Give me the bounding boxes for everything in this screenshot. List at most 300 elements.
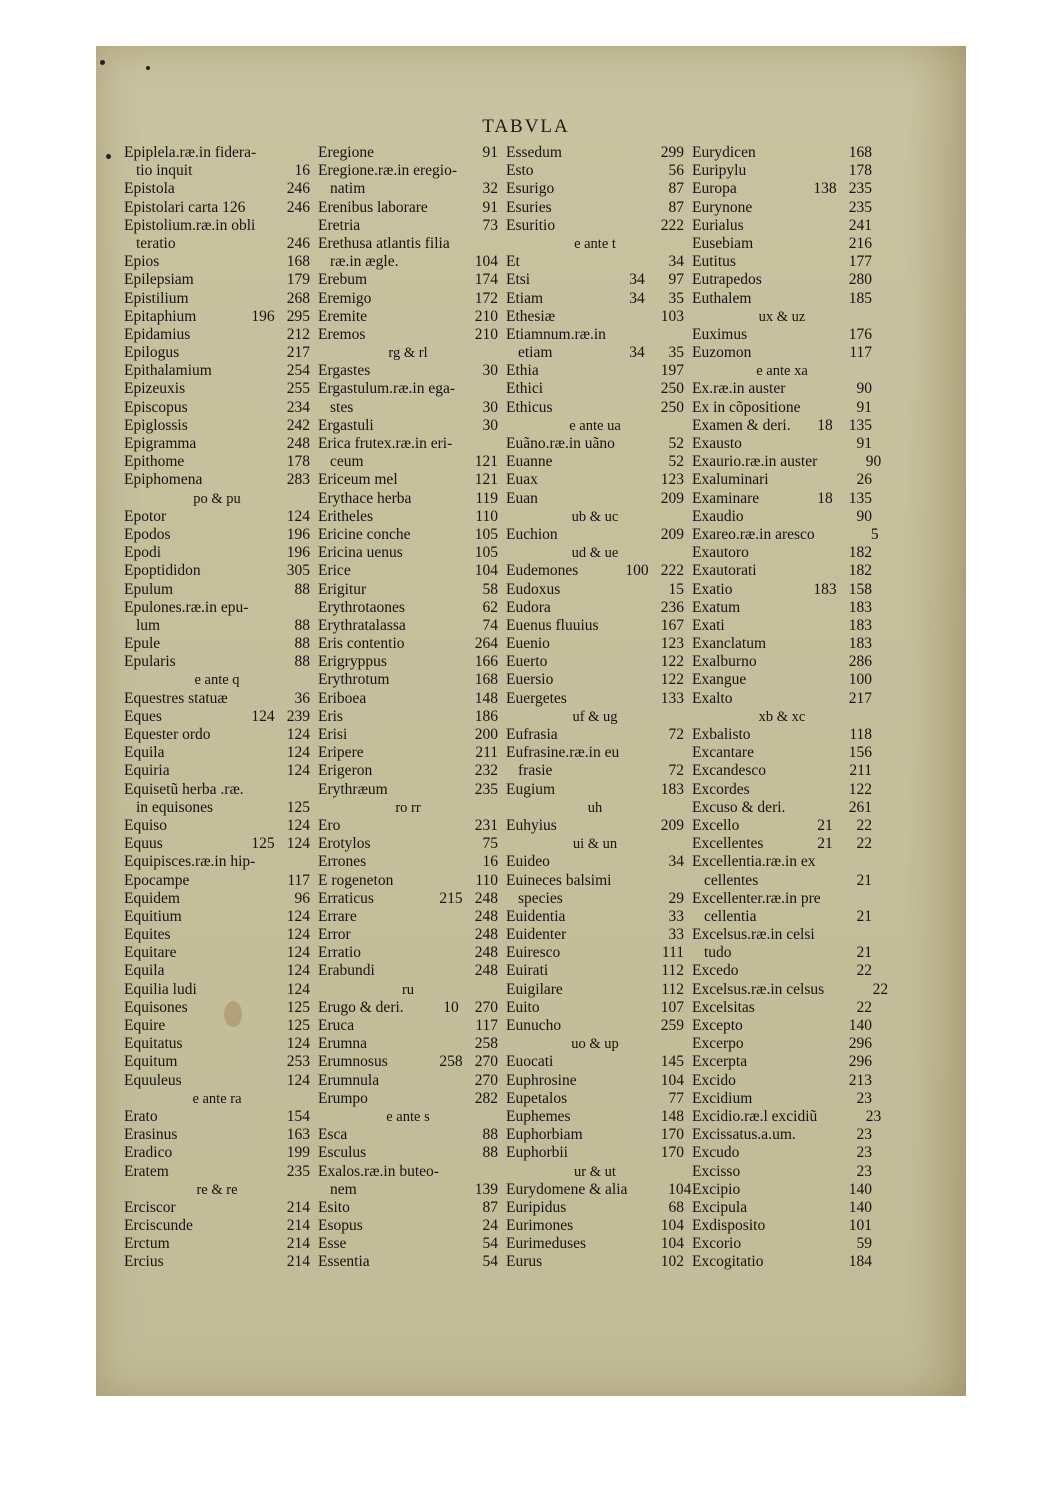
index-entry <box>124 581 310 599</box>
entry-term: Ethia <box>506 362 539 380</box>
entry-page-number: 186 <box>474 707 498 725</box>
index-entry <box>124 217 310 235</box>
entry-term: Esuries <box>506 198 552 216</box>
entry-term: Euripylu <box>692 162 747 180</box>
entry-page-number: 168 <box>474 671 498 689</box>
section-heading-text: e ante t <box>574 235 616 252</box>
entry-page-number: 235 <box>848 198 872 216</box>
index-entry <box>692 872 872 890</box>
entry-page-number: 133 <box>660 689 684 707</box>
entry-page-number: 29 <box>668 889 684 907</box>
entry-page-number: 124 <box>286 962 310 980</box>
index-entry <box>506 890 684 908</box>
index-entry <box>692 726 872 744</box>
entry-page-number: 91 <box>482 144 498 161</box>
section-heading-text: po & pu <box>193 490 241 507</box>
index-entry <box>692 853 872 871</box>
index-entry <box>124 1053 310 1071</box>
entry-term: Euripidus <box>506 1198 567 1216</box>
index-entry <box>124 708 310 726</box>
entry-term: cellentes <box>704 871 759 889</box>
entry-term: Exalto <box>692 689 733 707</box>
entry-page-number: 184 <box>848 1253 872 1271</box>
entry-page-number: 59 <box>856 1235 872 1253</box>
entry-page-number: 26 <box>856 471 872 489</box>
entry-secondary-page: 258 <box>439 1053 463 1071</box>
index-entry <box>692 1235 872 1253</box>
entry-term: Esuritio <box>506 216 556 234</box>
entry-term: Excogitatio <box>692 1253 764 1271</box>
entry-page-number: 104 <box>660 1235 684 1253</box>
entry-term: Euthalem <box>692 289 752 307</box>
index-entry <box>318 599 498 617</box>
entry-page-number: 259 <box>660 1017 684 1034</box>
entry-page-number: 88 <box>294 635 310 653</box>
entry-term: Equestres statuæ <box>124 689 228 707</box>
entry-term: cellentia <box>704 907 757 925</box>
entry-term: Erythrotaones <box>318 598 405 616</box>
index-entry <box>318 726 498 744</box>
entry-page-number: 250 <box>660 380 684 398</box>
index-entry <box>124 1235 310 1253</box>
entry-term: Euergetes <box>506 689 567 707</box>
entry-page-number: 124 <box>286 816 310 834</box>
entry-page-number: 211 <box>475 744 498 762</box>
entry-term: Examen & deri. <box>692 416 791 434</box>
entry-term: Euphorbiam <box>506 1126 583 1144</box>
entry-term: Euanne <box>506 453 553 471</box>
index-entry <box>318 1072 498 1090</box>
entry-term: Eurimeduses <box>506 1235 587 1253</box>
entry-term: Erenibus laborare <box>318 198 428 216</box>
entry-term: Excudo <box>692 1144 740 1162</box>
index-entry <box>692 690 872 708</box>
entry-term: Epistilium <box>124 289 189 307</box>
index-entry <box>506 817 684 835</box>
index-entry <box>506 271 684 289</box>
index-entry <box>692 671 872 689</box>
entry-page-number: 104 <box>474 562 498 580</box>
entry-secondary-page: 183 <box>813 580 837 598</box>
entry-term: Eritheles <box>318 507 374 525</box>
entry-page-number: 23 <box>856 1089 872 1107</box>
entry-term: Erabundi <box>318 962 375 980</box>
entry-term: Excissatus.a.um. <box>692 1126 796 1144</box>
index-entry <box>318 1163 498 1181</box>
index-entry <box>318 180 498 198</box>
entry-term: Equire <box>124 1017 166 1034</box>
entry-page-number: 117 <box>287 871 310 889</box>
entry-term: Erraticus <box>318 889 374 907</box>
entry-term: E rogeneton <box>318 871 394 889</box>
index-entry <box>692 581 872 599</box>
entry-term: Equilia ludi <box>124 980 197 998</box>
entry-page-number: 105 <box>474 525 498 543</box>
entry-page-number: 121 <box>474 453 498 471</box>
entry-term: Episcopus <box>124 398 188 416</box>
entry-page-number: 91 <box>482 198 498 216</box>
index-entry <box>506 853 684 871</box>
entry-page-number: 123 <box>660 635 684 653</box>
entry-term: Excisso <box>692 1162 741 1180</box>
ink-mark <box>100 60 105 65</box>
entry-page-number: 242 <box>286 416 310 434</box>
entry-term: Euax <box>506 471 538 489</box>
entry-term: Euirati <box>506 962 549 980</box>
entry-page-number: 183 <box>848 616 872 634</box>
index-entry <box>506 217 684 235</box>
entry-term: Epios <box>124 253 160 271</box>
index-entry <box>692 835 872 853</box>
index-entry <box>124 617 310 635</box>
entry-page-number: 214 <box>286 1217 310 1235</box>
index-entry <box>318 671 498 689</box>
entry-page-number: 22 <box>872 980 889 998</box>
index-entry <box>506 671 684 689</box>
index-entry <box>692 1181 872 1199</box>
entry-page-number: 148 <box>660 1107 684 1125</box>
entry-page-number: 148 <box>474 689 498 707</box>
entry-page-number: 125 <box>286 998 310 1016</box>
entry-term: Erumpo <box>318 1089 368 1107</box>
entry-term: Errare <box>318 907 357 925</box>
index-entry <box>124 690 310 708</box>
entry-term: etiam <box>518 344 553 362</box>
index-entry <box>318 744 498 762</box>
entry-page-number: 123 <box>660 471 684 489</box>
index-entry <box>506 690 684 708</box>
entry-term: Erciscunde <box>124 1217 193 1235</box>
entry-term: Equisetũ herba .ræ. <box>124 780 244 798</box>
entry-page-number: 33 <box>668 907 684 925</box>
entry-term: lum <box>136 616 161 634</box>
entry-secondary-page: 125 <box>251 835 275 853</box>
section-heading <box>506 544 684 562</box>
entry-page-number: 125 <box>286 798 310 816</box>
index-entry <box>692 562 872 580</box>
entry-page-number: 72 <box>668 762 684 780</box>
entry-term: Epilepsiam <box>124 271 194 289</box>
index-entry <box>124 1126 310 1144</box>
index-entry <box>318 1017 498 1035</box>
entry-secondary-page: 34 <box>629 271 645 289</box>
entry-term: Exbalisto <box>692 726 751 743</box>
entry-page-number: 248 <box>474 889 498 907</box>
entry-term: Eunucho <box>506 1017 562 1034</box>
entry-page-number: 185 <box>848 289 872 307</box>
entry-term: Euerto <box>506 653 548 671</box>
entry-term: Erctum <box>124 1235 170 1253</box>
index-entry <box>506 435 684 453</box>
index-entry <box>692 762 872 780</box>
index-entry <box>318 1053 498 1071</box>
index-entry <box>506 1144 684 1162</box>
entry-page-number: 236 <box>660 598 684 616</box>
section-heading <box>692 708 872 726</box>
index-entry <box>506 1235 684 1253</box>
index-entry <box>692 599 872 617</box>
entry-term: Eurus <box>506 1253 543 1271</box>
index-entry <box>506 344 684 362</box>
index-entry <box>692 271 872 289</box>
index-entry <box>124 1163 310 1181</box>
section-heading-text: rg & rl <box>388 345 428 362</box>
entry-page-number: 87 <box>668 198 684 216</box>
entry-page-number: 124 <box>286 980 310 998</box>
entry-page-number: 210 <box>474 307 498 325</box>
entry-term: Equus <box>124 835 163 853</box>
entry-term: Excantare <box>692 744 754 762</box>
entry-page-number: 104 <box>474 253 498 271</box>
entry-term: Exati <box>692 616 725 634</box>
index-entry <box>318 944 498 962</box>
index-entry <box>692 508 872 526</box>
index-entry <box>318 1126 498 1144</box>
entry-page-number: 248 <box>474 907 498 925</box>
entry-term: Eremite <box>318 307 368 325</box>
entry-term: Equitatus <box>124 1035 183 1053</box>
entry-term: Euideo <box>506 853 550 871</box>
index-entry <box>318 817 498 835</box>
entry-term: Eupetalos <box>506 1089 568 1107</box>
entry-page-number: 209 <box>660 816 684 834</box>
entry-term: Epistolium.ræ.in obli <box>124 216 256 234</box>
entry-term: Exanclatum <box>692 635 767 653</box>
entry-page-number: 124 <box>286 1071 310 1089</box>
entry-page-number: 124 <box>286 835 310 853</box>
index-entry <box>318 762 498 780</box>
index-entry <box>692 890 872 908</box>
entry-term: Erumna <box>318 1035 368 1053</box>
entry-term: Epidamius <box>124 325 191 343</box>
section-heading <box>124 490 310 508</box>
section-heading-text: e ante ra <box>192 1090 242 1107</box>
entry-page-number: 280 <box>848 271 872 289</box>
index-entry <box>692 435 872 453</box>
section-heading <box>318 799 498 817</box>
entry-page-number: 75 <box>482 835 498 853</box>
index-entry <box>124 1017 310 1035</box>
index-entry <box>692 617 872 635</box>
entry-term: Eurialus <box>692 216 744 234</box>
index-entry <box>318 853 498 871</box>
index-entry <box>692 1144 872 1162</box>
index-entry <box>318 653 498 671</box>
index-entry <box>124 599 310 617</box>
index-entry <box>692 980 889 999</box>
entry-page-number: 88 <box>482 1144 498 1162</box>
entry-term: Esito <box>318 1198 350 1216</box>
entry-term: Eurimones <box>506 1217 574 1235</box>
entry-term: ceum <box>330 453 364 471</box>
index-entry <box>124 399 310 417</box>
entry-page-number: 282 <box>474 1089 498 1107</box>
entry-term: Erotylos <box>318 835 371 853</box>
entry-term: Erugo & deri. <box>318 998 404 1016</box>
entry-term: Erebum <box>318 271 368 289</box>
section-heading-text: re & re <box>196 1181 238 1198</box>
entry-term: Equites <box>124 926 171 944</box>
entry-page-number: 209 <box>660 525 684 543</box>
index-entry <box>506 199 684 217</box>
index-entry <box>318 1199 498 1217</box>
entry-page-number: 183 <box>660 780 684 798</box>
entry-term: Equitium <box>124 907 182 925</box>
index-entry <box>124 1144 310 1162</box>
section-heading-text: ur & ut <box>574 1163 616 1180</box>
entry-term: Equisones <box>124 998 188 1016</box>
index-entry <box>506 726 684 744</box>
entry-page-number: 124 <box>286 726 310 743</box>
section-heading-text: ub & uc <box>571 508 619 525</box>
entry-term: tudo <box>704 944 732 962</box>
section-heading-text: uf & ug <box>572 708 618 725</box>
entry-term: Erethusa atlantis filia <box>318 234 450 252</box>
index-entry <box>506 308 684 326</box>
entry-page-number: 91 <box>856 435 872 452</box>
section-heading-text: e ante ua <box>569 417 621 434</box>
index-entry <box>506 471 684 489</box>
index-entry <box>318 1144 498 1162</box>
entry-page-number: 217 <box>848 689 872 707</box>
entry-page-number: 248 <box>474 962 498 980</box>
entry-page-number: 23 <box>856 1126 872 1144</box>
entry-page-number: 253 <box>286 1053 310 1071</box>
entry-term: Equitare <box>124 944 177 962</box>
index-entry <box>692 525 879 544</box>
index-entry <box>124 1199 310 1217</box>
entry-page-number: 140 <box>848 1017 872 1034</box>
entry-page-number: 248 <box>474 944 498 962</box>
index-entry <box>692 1163 872 1181</box>
entry-term: Ethici <box>506 380 544 398</box>
entry-page-number: 112 <box>661 962 684 980</box>
index-entry <box>506 380 684 398</box>
index-entry <box>506 144 684 162</box>
entry-term: Excuso & deri. <box>692 798 786 816</box>
entry-page-number: 196 <box>286 544 310 562</box>
entry-page-number: 296 <box>848 1053 872 1071</box>
entry-term: Examinare <box>692 489 760 507</box>
entry-secondary-page: 10 <box>443 998 459 1016</box>
section-heading <box>506 417 684 435</box>
index-entry <box>124 872 310 890</box>
entry-page-number: 52 <box>668 453 684 471</box>
index-entry <box>506 180 684 198</box>
section-heading-text: xb & xc <box>758 708 806 725</box>
entry-term: Ero <box>318 816 341 834</box>
index-entry <box>124 508 310 526</box>
entry-term: Excandesco <box>692 762 767 780</box>
entry-term: Eurydicen <box>692 144 756 161</box>
section-heading-text: ux & uz <box>758 308 806 325</box>
index-entry <box>506 1253 684 1271</box>
entry-page-number: 183 <box>848 635 872 653</box>
entry-term: Excelsus.ræ.in celsus <box>692 980 825 998</box>
entry-page-number: 102 <box>660 1253 684 1271</box>
index-entry <box>692 1107 882 1126</box>
entry-page-number: 213 <box>848 1071 872 1089</box>
entry-page-number: 178 <box>848 162 872 180</box>
index-entry <box>124 544 310 562</box>
entry-term: Etiam <box>506 289 544 307</box>
entry-page-number: 170 <box>660 1126 684 1144</box>
entry-term: Equiso <box>124 816 168 834</box>
entry-secondary-page: 138 <box>813 180 837 198</box>
entry-page-number: 21 <box>856 871 872 889</box>
index-entry <box>124 799 310 817</box>
index-entry <box>318 562 498 580</box>
entry-term: Ergastes <box>318 362 371 380</box>
entry-term: Equuleus <box>124 1071 182 1089</box>
entry-page-number: 168 <box>848 144 872 161</box>
entry-page-number: 88 <box>294 616 310 634</box>
entry-page-number: 118 <box>849 726 872 743</box>
index-entry <box>124 1072 310 1090</box>
entry-page-number: 23 <box>856 1162 872 1180</box>
section-heading-text: uh <box>587 799 603 816</box>
entry-page-number: 246 <box>286 234 310 252</box>
entry-term: Equidem <box>124 889 180 907</box>
entry-term: Eruca <box>318 1017 355 1034</box>
entry-page-number: 36 <box>294 689 310 707</box>
entry-term: Eugium <box>506 780 556 798</box>
entry-page-number: 246 <box>286 180 310 198</box>
entry-term: Esurigo <box>506 180 555 198</box>
entry-page-number: 241 <box>848 216 872 234</box>
entry-term: Epigramma <box>124 435 197 452</box>
index-entry <box>692 453 882 471</box>
entry-page-number: 54 <box>482 1235 498 1253</box>
index-entry <box>318 835 498 853</box>
entry-term: Erica frutex.ræ.in eri- <box>318 435 453 452</box>
entry-page-number: 96 <box>294 889 310 907</box>
entry-page-number: 97 <box>668 271 684 289</box>
index-entry <box>506 1017 684 1035</box>
index-entry <box>124 453 310 471</box>
index-entry <box>318 380 498 398</box>
index-entry <box>692 926 872 944</box>
index-entry <box>692 217 872 235</box>
index-entry <box>124 417 310 435</box>
index-entry <box>318 217 498 235</box>
index-entry <box>506 1199 684 1217</box>
index-entry <box>506 926 684 944</box>
entry-page-number: 235 <box>286 1162 310 1180</box>
entry-term: Euhyius <box>506 816 557 834</box>
entry-page-number: 135 <box>848 489 872 507</box>
index-entry <box>318 326 498 344</box>
index-entry <box>318 435 498 453</box>
index-entry <box>506 944 684 962</box>
section-heading <box>692 308 872 326</box>
index-entry <box>506 562 684 580</box>
index-entry <box>124 271 310 289</box>
entry-page-number: 222 <box>660 216 684 234</box>
index-entry <box>318 635 498 653</box>
entry-page-number: 167 <box>660 616 684 634</box>
entry-page-number: 199 <box>286 1144 310 1162</box>
index-entry <box>124 762 310 780</box>
entry-secondary-page: 100 <box>625 562 649 580</box>
index-entry <box>506 399 684 417</box>
section-heading <box>506 799 684 817</box>
index-entry <box>506 872 684 890</box>
book-page <box>96 46 966 1396</box>
section-heading-text: e ante xa <box>756 363 808 380</box>
index-entry <box>506 581 684 599</box>
entry-term: Excido <box>692 1071 736 1089</box>
